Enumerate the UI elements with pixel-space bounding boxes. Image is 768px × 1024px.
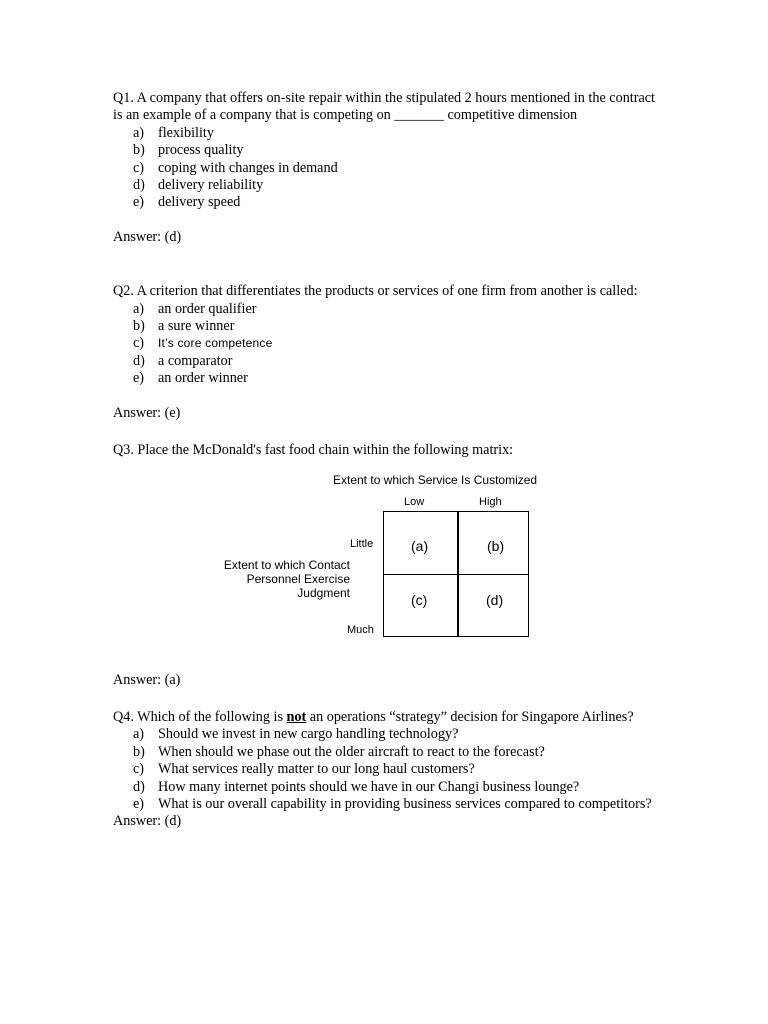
option-item: d) delivery reliability <box>133 177 264 194</box>
matrix-grid <box>383 511 529 637</box>
emphasis-not: not <box>286 708 307 725</box>
option-item: e) delivery speed <box>133 194 241 211</box>
q2-options <box>113 301 655 388</box>
option-item: d) How many internet points should we have in our Changi business lounge? <box>133 778 580 795</box>
option-item: c) It’s core competence <box>133 335 273 352</box>
service-matrix <box>113 472 655 672</box>
matrix-divider-horizontal <box>384 574 528 576</box>
matrix-row-axis-label: Extent to which Contact Personnel Exercise Judgment <box>223 557 350 600</box>
matrix-row-little: Little <box>350 537 374 550</box>
q2-text: Q2. A criterion that differentiates the products or services of one firm from another is called: <box>113 283 638 300</box>
option-item: c) coping with changes in demand <box>133 159 338 176</box>
document-page <box>113 90 655 831</box>
q1-text: Q1. A company that offers on-site repair within the stipulated 2 hours mentioned in the contract is an example of a company that is competing on _______ competitive dimension <box>113 90 655 124</box>
q3-text: Q3. Place the McDonald's fast food chain within the following matrix: <box>113 442 514 459</box>
matrix-row-much: Much <box>347 623 374 636</box>
q4-answer: Answer: (d) <box>113 813 182 830</box>
matrix-col-low: Low <box>404 495 425 508</box>
q4-options <box>113 726 655 813</box>
option-item: d) a comparator <box>133 352 233 369</box>
matrix-cell-c: (c) <box>411 591 428 608</box>
option-item: b) When should we phase out the older aircraft to react to the forecast? <box>133 743 545 760</box>
q3-answer: Answer: (a) <box>113 671 181 688</box>
q1-options <box>113 125 655 212</box>
option-item: b) a sure winner <box>133 318 235 335</box>
option-item: e) an order winner <box>133 370 248 387</box>
q4-text: Q4. Which of the following is not an operations “strategy” decision for Singapore Airlines? <box>113 708 634 725</box>
q2-answer: Answer: (e) <box>113 404 181 421</box>
option-item: a) Should we invest in new cargo handling technology? <box>133 726 459 743</box>
option-item: a) flexibility <box>133 124 214 141</box>
option-item: e) What is our overall capability in providing business services compared to competitors? <box>133 795 652 812</box>
matrix-col-high: High <box>479 495 502 508</box>
option-item: a) an order qualifier <box>133 300 257 317</box>
option-item: c) What services really matter to our long haul customers? <box>133 761 475 778</box>
matrix-cell-a: (a) <box>411 537 429 554</box>
option-item: b) process quality <box>133 142 244 159</box>
matrix-cell-d: (d) <box>486 591 504 608</box>
q1-answer: Answer: (d) <box>113 228 182 245</box>
matrix-cell-b: (b) <box>487 537 505 554</box>
matrix-title: Extent to which Service Is Customized <box>333 472 538 487</box>
